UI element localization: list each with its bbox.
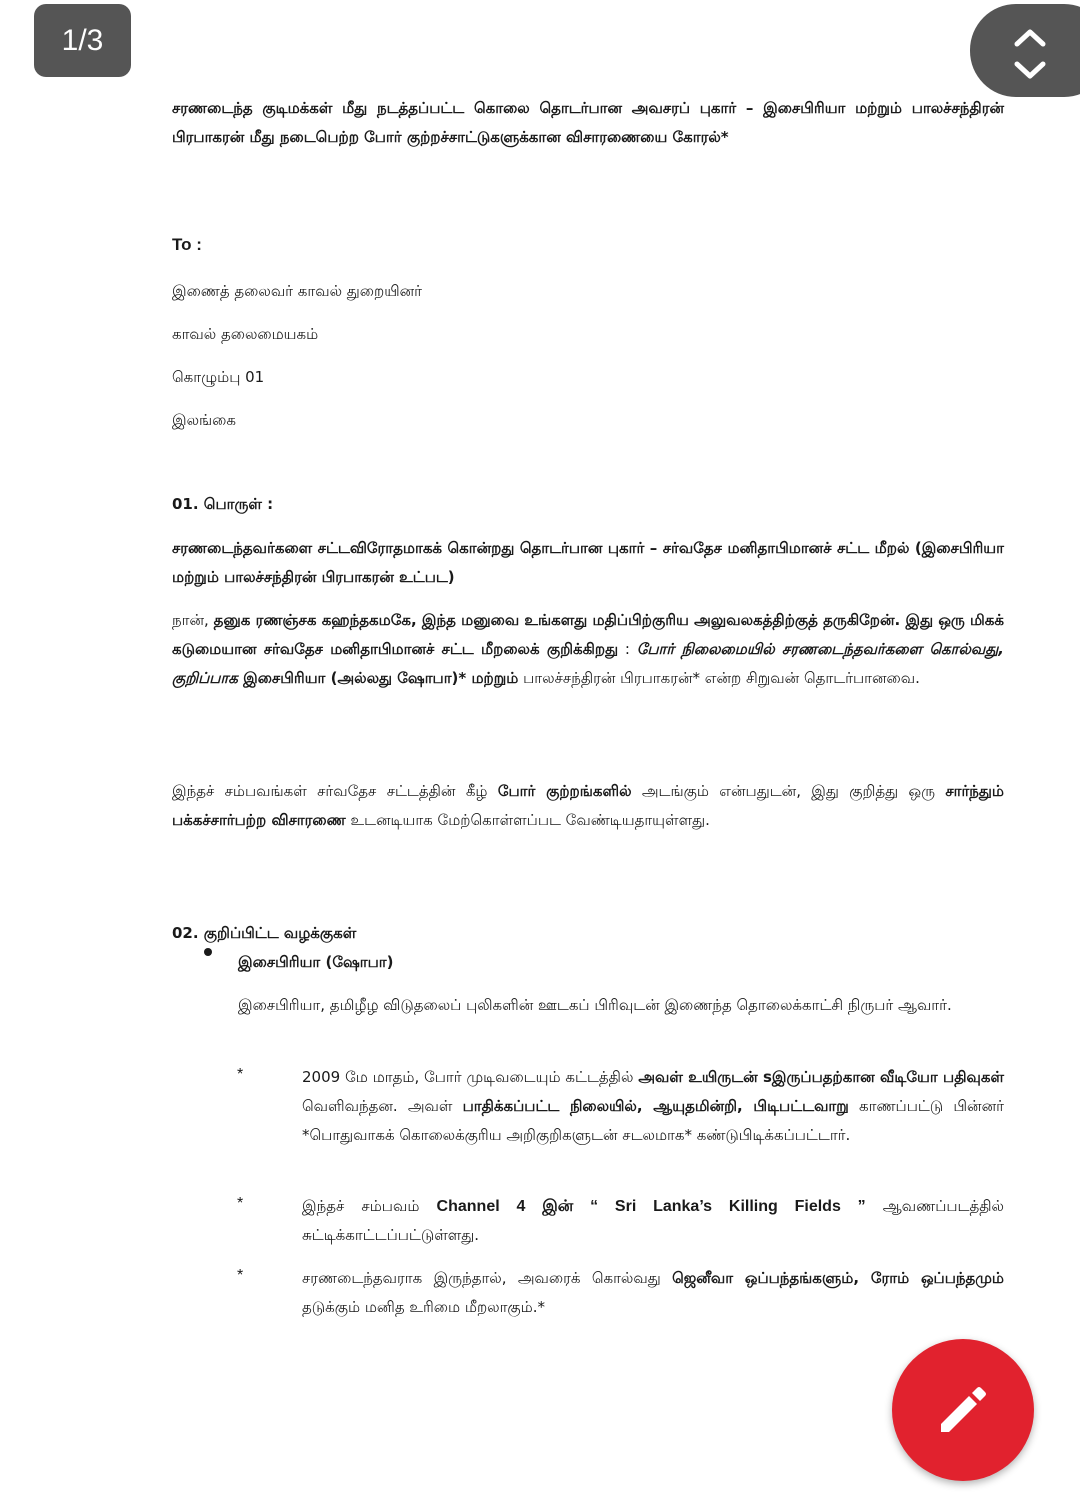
case-item-2: இந்தச் சம்பவம் Channel 4 இன் “ Sri Lanka’s Killing Fields ” ஆவணப்படத்தில் சுட்டிக்காட்டப்பட்டுள்ளது. xyxy=(302,1197,1004,1244)
star-marker-3: * xyxy=(237,1267,244,1284)
bullet-icon xyxy=(204,948,212,956)
fast-scroll-handle[interactable] xyxy=(970,4,1080,97)
address-line-4: இலங்கை xyxy=(172,411,236,429)
paragraph-1: நான், தனுக ரணஞ்சக கஹந்தகமகே, இந்த மனுவை உங்களது மதிப்பிற்குரிய அலுவலகத்திற்குத் தருகிறேன். இது ஒரு மிகக் கடுமையான சர்வதேச மனிதாபிமானச் சட்ட மீறலைக் குறிக்கிறது : போர் நிலைமையில் சரணடைந்தவர்களை கொல்வது, குறிப்பாக இசைபிரியா (அல்லது ஷோபா)* மற்றும் பாலச்சந்திரன் பிரபாகரன்* என்ற சிறுவன் தொடர்பானவை. xyxy=(172,611,1004,687)
edit-button[interactable] xyxy=(892,1339,1034,1481)
star-marker-2: * xyxy=(237,1195,244,1212)
star-marker-1: * xyxy=(237,1066,244,1083)
subject-text: சரணடைந்தவர்களை சட்டவிரோதமாகக் கொன்றது தொடர்பான புகார் – சர்வதேச மனிதாபிமானச் சட்ட மீறல் (இசைபிரியா மற்றும் பாலச்சந்திரன் பிரபாகரன் உட்பட) xyxy=(172,539,1004,586)
case-1-intro: இசைபிரியா, தமிழீழ விடுதலைப் புலிகளின் ஊடகப் பிரிவுடன் இணைந்த தொலைக்காட்சி நிருபர் ஆவார். xyxy=(238,996,952,1014)
address-line-1: இணைத் தலைவர் காவல் துறையினர் xyxy=(172,282,422,300)
document-heading: சரணடைந்த குடிமக்கள் மீது நடத்தப்பட்ட கொலை தொடர்பான அவசரப் புகார் – இசைபிரியா மற்றும் பாலச்சந்திரன் பிரபாகரன் மீது நடைபெற்ற போர் குற்றச்சாட்டுகளுக்கான விசாரணையை கோரல்* xyxy=(172,99,1004,146)
page-indicator: 1/3 xyxy=(34,4,131,77)
case-item-1: 2009 மே மாதம், போர் முடிவடையும் கட்டத்தில் அவள் உயிருடன் sஇருப்பதற்கான வீடியோ பதிவுகள் வெளிவந்தன. அவள் பாதிக்கப்பட்ட நிலையில், ஆயுதமின்றி, பிடிபட்டவாறு காணப்பட்டு பின்னர் *பொதுவாகக் கொலைக்குரிய அறிகுறிகளுடன் சடலமாக* கண்டுபிடிக்கப்பட்டார். xyxy=(302,1068,1004,1144)
paragraph-2: இந்தச் சம்பவங்கள் சர்வதேச சட்டத்தின் கீழ் போர் குற்றங்களில் அடங்கும் என்பதுடன், இது குறித்து ஒரு சார்ந்தும் பக்கச்சார்பற்ற விசாரணை உடனடியாக மேற்கொள்ளப்பட வேண்டியதாயுள்ளது. xyxy=(172,782,1004,829)
section-1-title: 01. பொருள் : xyxy=(172,495,274,513)
case-item-3: சரணடைந்தவராக இருந்தால், அவரைக் கொல்வது ஜெனீவா ஒப்பந்தங்களும், ரோம் ஒப்பந்தமும் தடுக்கும் மனித உரிமை மீறலாகும்.* xyxy=(302,1269,1004,1316)
section-2-title: 02. குறிப்பிட்ட வழக்குகள் xyxy=(172,924,357,942)
chevron-up-down-icon xyxy=(1012,24,1048,84)
to-label: To : xyxy=(172,235,202,254)
pencil-edit-icon xyxy=(933,1380,993,1440)
case-1-title: இசைபிரியா (ஷோபா) xyxy=(238,953,394,971)
address-line-3: கொழும்பு 01 xyxy=(172,368,265,386)
address-line-2: காவல் தலைமையகம் xyxy=(172,325,319,343)
